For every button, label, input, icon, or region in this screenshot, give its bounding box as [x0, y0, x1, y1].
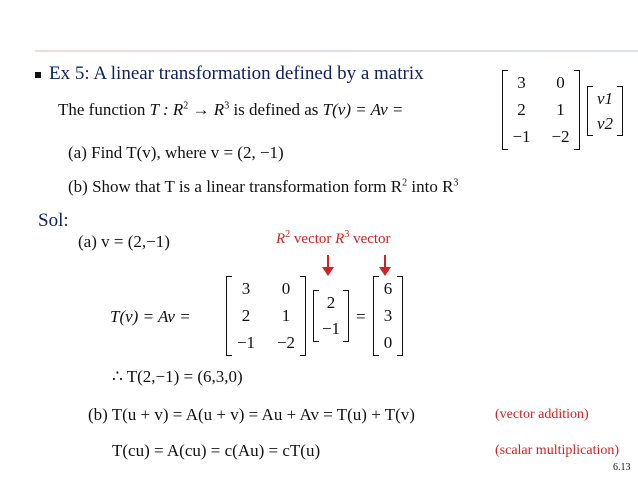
matrix-cell: 3	[517, 73, 526, 93]
vector-cell: 0	[383, 332, 393, 352]
header-divider	[35, 50, 638, 52]
matrix-cell: 3	[241, 279, 251, 299]
r3-exponent: 3	[224, 100, 230, 112]
vector-cell: −1	[321, 319, 341, 338]
annotation-r3-exp: 3	[344, 229, 350, 240]
scalar-multiplication-note: (scalar multiplication)	[495, 443, 620, 458]
vector-cell: 2	[326, 293, 336, 312]
vector-cell: v1	[596, 88, 614, 108]
solution-b-scalar-multiplication: T(cu) = A(cu) = c(Au) = cT(u)	[112, 441, 321, 460]
part-a-question: (a) Find T(v), where v = (2, −1)	[68, 143, 284, 162]
arrow-down-icon	[327, 255, 329, 268]
vector-x-solution	[313, 290, 349, 342]
matrix-cell: −1	[236, 332, 256, 352]
r2-exponent: 2	[183, 100, 189, 112]
vector-cell: 3	[383, 305, 393, 325]
matrix-cell: −2	[551, 126, 570, 146]
part-b-exp1: 2	[402, 177, 408, 189]
part-b-question	[68, 177, 458, 197]
matrix-cell: −2	[276, 332, 296, 352]
solution-a-given: (a) v = (2,−1)	[78, 232, 170, 251]
matrix-a-solution	[226, 276, 306, 356]
annotation-vector-1: vector	[293, 231, 332, 247]
annotation-r2: R	[276, 231, 286, 247]
annotation-vector-2: vector	[353, 231, 391, 247]
bullet-icon	[35, 72, 41, 78]
function-middle: is defined as	[233, 100, 319, 119]
function-map: T : R	[149, 100, 184, 119]
solution-b-vector-addition: (b) T(u + v) = A(u + v) = Au + Av = T(u) + T(v)	[88, 405, 415, 424]
solution-label: Sol:	[38, 210, 69, 231]
matrix-cell: 0	[281, 279, 291, 299]
matrix-cell: −1	[512, 126, 531, 146]
matrix-cell: 2	[517, 99, 526, 119]
matrix-cell: 1	[556, 99, 565, 119]
equals-sign: =	[356, 307, 366, 326]
vector-cell: v2	[596, 113, 614, 133]
result-vector	[373, 276, 403, 356]
function-definition	[58, 100, 403, 120]
vector-v-definition	[587, 86, 623, 136]
vector-addition-note: (vector addition)	[495, 407, 589, 422]
solution-a-conclusion: ∴ T(2,−1) = (6,3,0)	[112, 367, 243, 386]
dimension-annotation	[276, 229, 391, 248]
part-b-exp2: 3	[453, 177, 459, 189]
function-lhs: T(v) = Av =	[322, 100, 404, 119]
vector-cell: 6	[383, 279, 393, 299]
page-number: 6.13	[613, 462, 631, 473]
annotation-r2-exp: 2	[285, 229, 291, 240]
slide-title	[35, 63, 424, 85]
part-b-text: (b) Show that T is a linear transformation form R	[68, 177, 403, 196]
matrix-cell: 0	[556, 73, 565, 93]
part-b-mid: into R	[407, 177, 454, 196]
title-text: Ex 5: A linear transformation defined by a matrix	[49, 63, 424, 84]
arrow-down-icon	[384, 255, 386, 268]
solution-a-lhs: T(v) = Av =	[110, 307, 191, 326]
function-arrow: → R	[188, 100, 225, 119]
matrix-a-definition	[502, 70, 580, 150]
function-prefix: The function	[58, 100, 146, 119]
annotation-r3: R	[335, 231, 345, 247]
matrix-cell: 1	[281, 305, 291, 325]
matrix-cell: 2	[241, 305, 251, 325]
